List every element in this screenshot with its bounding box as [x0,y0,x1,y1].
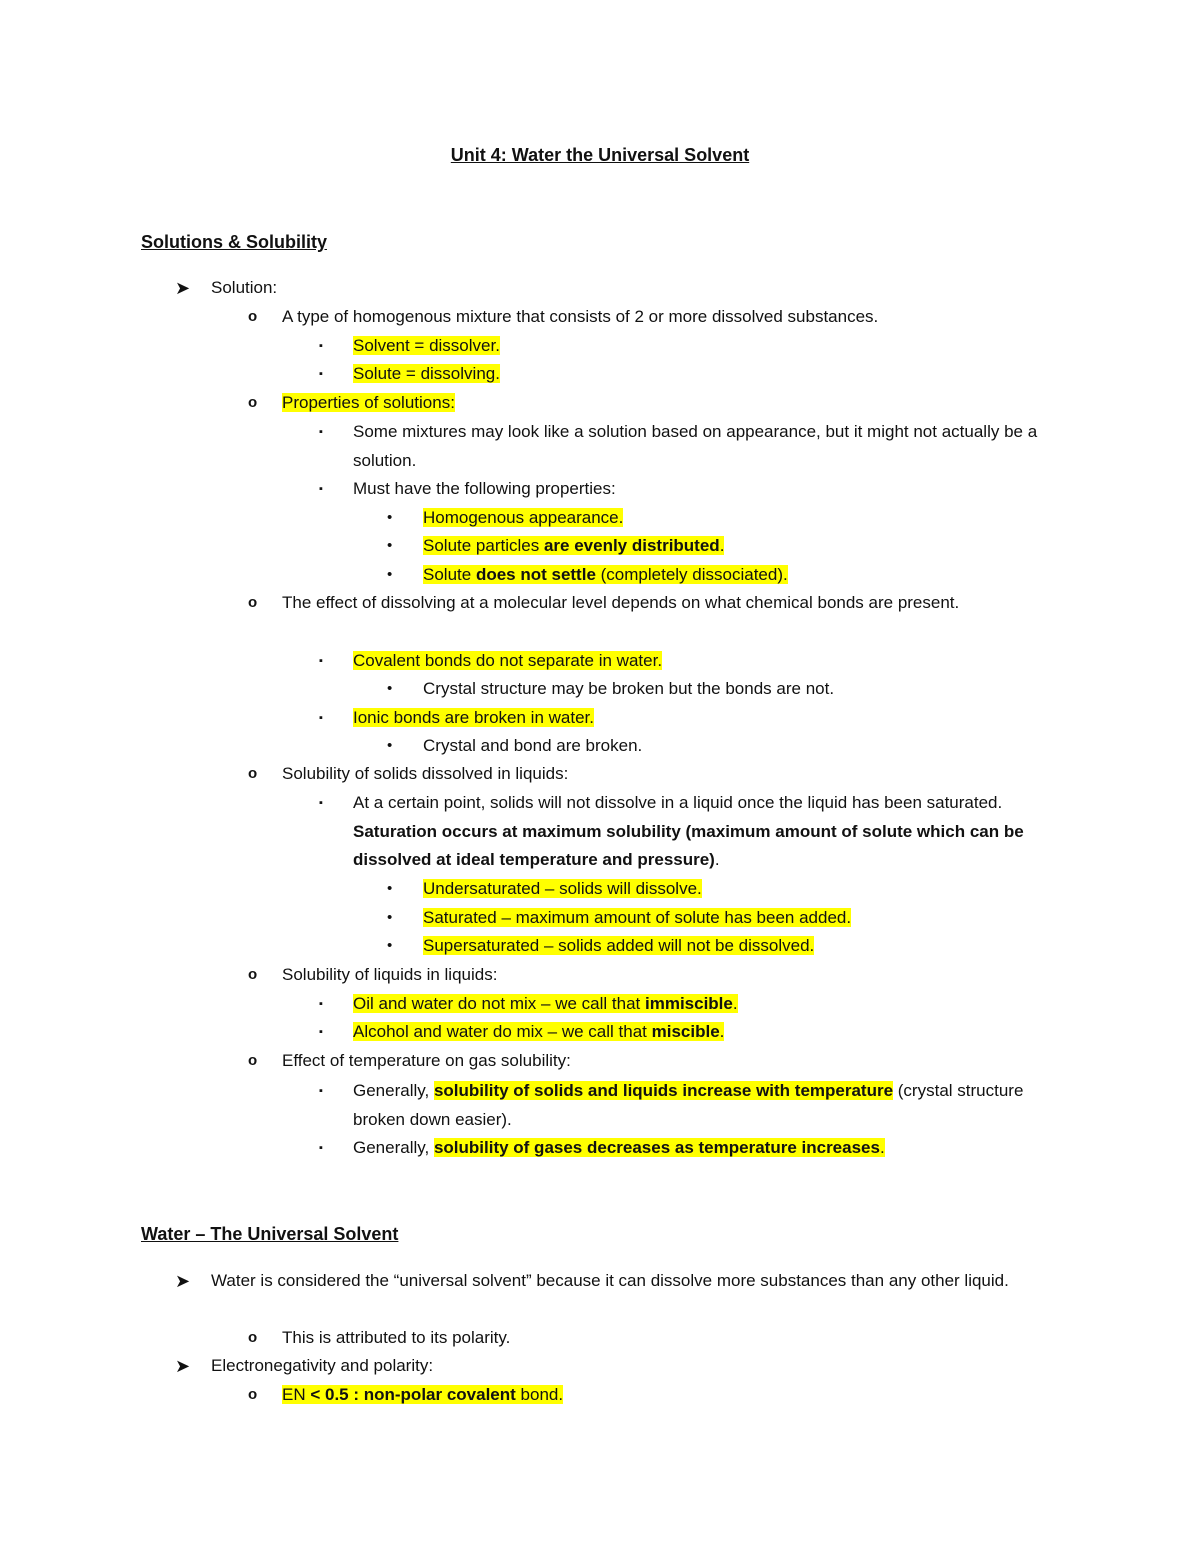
circle-bullet-icon: o [248,966,258,983]
item-text: . [879,1138,885,1157]
circle-bullet-icon: o [248,1386,258,1403]
document-title: Unit 4: Water the Universal Solvent [450,145,750,165]
item-text: . [732,994,738,1013]
square-bullet-icon: ▪ [319,797,323,809]
list-item [319,789,1050,875]
arrow-bullet-icon: ➤ [175,1356,191,1376]
item-text: Effect of temperature on gas solubility: [282,1051,571,1070]
dot-bullet-icon: • [387,909,393,926]
item-text: solubility of solids and liquids increase with temperature [433,1081,894,1100]
item-text: . [719,536,725,555]
section-heading-solutions: Solutions & Solubility [141,232,327,252]
circle-bullet-icon: o [248,1329,258,1346]
list-item [387,904,1050,933]
item-text: Crystal and bond are broken. [423,736,643,755]
item-text: < 0.5 : non-polar covalent [310,1385,516,1404]
item-text: Properties of solutions: [282,393,455,412]
item-text: . [714,850,720,870]
list-item [248,760,1050,789]
item-text: Water is considered the “universal solvent” because it can dissolve more substances than any other liquid. [211,1271,1009,1290]
list-item [387,561,1050,590]
list-item [319,360,1050,389]
item-text: Solubility of solids dissolved in liquids: [282,764,569,783]
item-text: A type of homogenous mixture that consists of 2 or more dissolved substances. [282,307,879,326]
item-text: Undersaturated – solids will dissolve. [423,879,702,898]
circle-bullet-icon: o [248,594,258,611]
dot-bullet-icon: • [387,680,393,697]
dot-bullet-icon: • [387,880,393,897]
list-item [319,418,1050,475]
list-item [248,1047,1050,1076]
item-text: immiscible [644,994,733,1013]
item-text: Generally, [353,1081,434,1100]
arrow-bullet-icon: ➤ [175,1271,191,1291]
item-text: Ionic bonds are broken in water. [353,708,594,727]
list-item [248,1324,1050,1353]
square-bullet-icon: ▪ [319,483,323,495]
dot-bullet-icon: • [387,937,393,954]
square-bullet-icon: ▪ [319,1026,323,1038]
list-item [319,990,1050,1019]
list-item [387,732,1050,761]
square-bullet-icon: ▪ [319,998,323,1010]
item-text: This is attributed to its polarity. [282,1328,511,1347]
list-item [248,1381,1050,1410]
item-text: Solute [423,565,476,584]
item-text: Solute = dissolving. [353,364,500,383]
list-item [319,332,1050,361]
list-item [319,704,1050,733]
list-item [387,532,1050,561]
list-item [387,875,1050,904]
circle-bullet-icon: o [248,394,258,411]
item-text: Electronegativity and polarity: [211,1356,434,1375]
list-item [175,1267,1050,1296]
item-text: (crystal structure broken down easier). [353,1081,1024,1129]
item-text: Saturation occurs at maximum solubility (maximum amount of solute which can be dissolved at ideal temperature and pressure) [353,821,1024,870]
square-bullet-icon: ▪ [319,655,323,667]
item-text: EN [282,1385,311,1404]
arrow-bullet-icon: ➤ [175,278,191,298]
list-item [319,647,1050,676]
list-item [387,932,1050,961]
item-text: . [719,1022,725,1041]
list-item [319,1018,1050,1047]
square-bullet-icon: ▪ [319,712,323,724]
list-item [319,1134,1050,1163]
item-text: does not settle [475,565,596,584]
item-text: solubility of gases decreases as temperature increases [433,1138,880,1157]
item-text: Homogenous appearance. [423,508,624,527]
circle-bullet-icon: o [248,308,258,325]
item-text: Crystal structure may be broken but the bonds are not. [423,679,835,698]
item-text: miscible [651,1022,720,1041]
list-item [175,274,1050,303]
item-text: Must have the following properties: [353,479,616,498]
item-text: Saturated – maximum amount of solute has been added. [423,908,852,927]
square-bullet-icon: ▪ [319,426,323,438]
dot-bullet-icon: • [387,566,393,583]
item-text: Some mixtures may look like a solution based on appearance, but it might not actually be a solution. [353,422,1038,470]
circle-bullet-icon: o [248,1052,258,1069]
dot-bullet-icon: • [387,509,393,526]
circle-bullet-icon: o [248,765,258,782]
list-item [248,589,1050,618]
item-text: The effect of dissolving at a molecular level depends on what chemical bonds are present. [282,593,960,612]
item-text: Alcohol and water do mix – we call that [353,1022,652,1041]
dot-bullet-icon: • [387,537,393,554]
list-item [175,1352,1050,1381]
list-item [248,961,1050,990]
dot-bullet-icon: • [387,737,393,754]
item-text: Covalent bonds do not separate in water. [353,651,663,670]
square-bullet-icon: ▪ [319,1085,323,1097]
list-item [319,475,1050,504]
item-text: Supersaturated – solids added will not be dissolved. [423,936,815,955]
item-text: Solvent = dissolver. [353,336,500,355]
square-bullet-icon: ▪ [319,1142,323,1154]
item-text: Solubility of liquids in liquids: [282,965,498,984]
list-item [248,389,1050,418]
item-text: At a certain point, solids will not dissolve in a liquid once the liquid has been saturated. [353,793,1003,812]
list-item [387,504,1050,533]
section-heading-water: Water – The Universal Solvent [141,1224,399,1244]
list-item [319,1077,1050,1134]
item-text: (completely dissociated). [595,565,788,584]
list-item [387,675,1050,704]
item-text: Oil and water do not mix – we call that [353,994,645,1013]
item-text: are evenly distributed [543,536,720,555]
square-bullet-icon: ▪ [319,368,323,380]
list-item [248,303,1050,332]
item-text: Solution: [211,278,278,297]
item-text: Generally, [353,1138,434,1157]
item-text: bond. [515,1385,564,1404]
square-bullet-icon: ▪ [319,340,323,352]
item-text: Solute particles [423,536,544,555]
